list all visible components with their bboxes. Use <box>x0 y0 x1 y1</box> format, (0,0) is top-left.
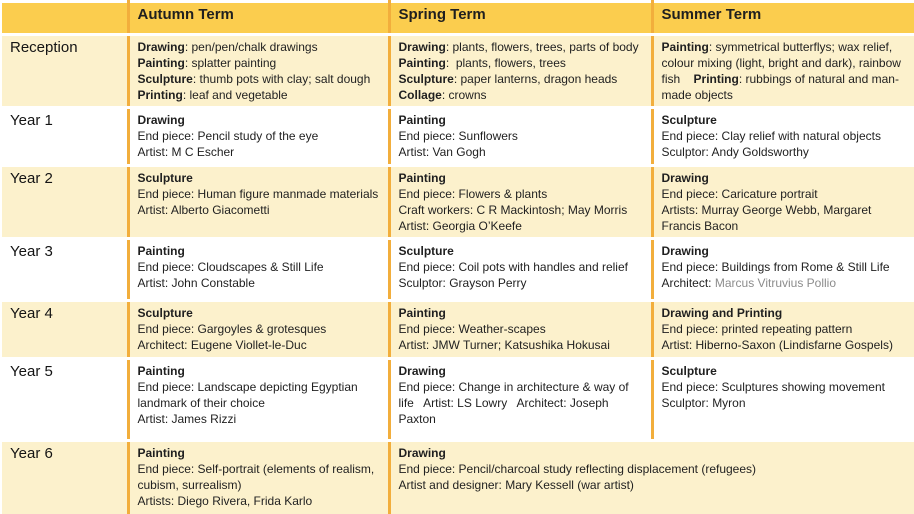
column-header-blank <box>1 2 128 35</box>
cell-line <box>399 363 643 379</box>
text-span: End piece: Gargoyles & grotesques <box>137 322 327 336</box>
cell-line <box>138 445 380 461</box>
text-span: End piece: Pencil study of the eye <box>137 129 319 143</box>
cell-line <box>138 411 380 427</box>
cell-line <box>399 321 643 337</box>
cell-line <box>138 461 380 493</box>
cell-line <box>138 87 380 103</box>
text-span: Drawing <box>398 446 446 460</box>
cell-line <box>138 202 380 218</box>
column-header-summer-term: Summer Term <box>652 2 914 35</box>
text-span: Sculptor: Myron <box>661 396 746 410</box>
table-cell <box>128 166 389 239</box>
cell-line <box>138 321 380 337</box>
text-span: : plants, flowers, trees, parts of body <box>445 40 639 54</box>
cell-line <box>399 477 906 493</box>
cell-line <box>138 379 380 411</box>
row-label: Year 5 <box>1 359 128 441</box>
text-span: Sculpture <box>661 113 717 127</box>
table-row-year-2 <box>1 166 914 239</box>
table-cell <box>389 359 652 441</box>
cell-line <box>138 71 380 87</box>
table-cell <box>389 301 652 359</box>
text-span: End piece: Self-portrait (elements of realism, cubism, surrealism) <box>137 462 378 492</box>
table-row-year-4 <box>1 301 914 359</box>
cell-line <box>662 275 906 291</box>
cell-line <box>662 395 906 411</box>
table-cell <box>652 301 914 359</box>
text-span: End piece: Sculptures showing movement <box>661 380 885 394</box>
text-span: Printing <box>137 88 183 102</box>
cell-line <box>399 379 643 427</box>
text-span: Architect: Eugene Viollet-le-Duc <box>137 338 307 352</box>
cell-line <box>138 493 380 509</box>
cell-line <box>662 39 906 103</box>
text-span: Drawing <box>398 364 446 378</box>
cell-line <box>138 305 380 321</box>
text-span: : rubbings of natural and man-made objects <box>661 72 899 102</box>
text-span: Drawing <box>137 40 185 54</box>
row-label: Year 1 <box>1 108 128 166</box>
table-cell <box>652 108 914 166</box>
text-span: End piece: Coil pots with handles and relief <box>398 260 628 274</box>
cell-line <box>662 305 906 321</box>
text-span: Artists: Diego Rivera, Frida Karlo <box>137 494 313 508</box>
cell-line <box>138 170 380 186</box>
cell-line <box>399 202 643 218</box>
text-span: End piece: Sunflowers <box>398 129 518 143</box>
cell-line <box>399 305 643 321</box>
table-row-year-1 <box>1 108 914 166</box>
cell-line <box>399 259 643 275</box>
text-span: Sculptor: Grayson Perry <box>398 276 527 290</box>
cell-line <box>399 445 906 461</box>
table-cell <box>652 239 914 301</box>
text-span: : symmetrical butterflys; wax relief, colour mixing (light, bright and dark), rainbow fish <box>661 40 905 86</box>
table-cell <box>128 239 389 301</box>
cell-line <box>138 243 380 259</box>
text-span: End piece: Clay relief with natural objects <box>661 129 881 143</box>
table-cell <box>128 35 389 108</box>
text-span: Sculpture <box>137 171 193 185</box>
text-span: Painting <box>398 171 446 185</box>
table-cell <box>389 35 652 108</box>
cell-line <box>399 112 643 128</box>
cell-line <box>662 202 906 234</box>
cell-line <box>138 55 380 71</box>
text-span: Artist: John Constable <box>137 276 255 290</box>
text-span: Drawing <box>137 113 185 127</box>
cell-line <box>399 218 643 234</box>
text-span: Artist: Hiberno-Saxon (Lindisfarne Gospels) <box>661 338 893 352</box>
table-cell <box>389 108 652 166</box>
text-span: End piece: Cloudscapes & Still Life <box>137 260 324 274</box>
text-span: End piece: Caricature portrait <box>661 187 818 201</box>
cell-line <box>399 243 643 259</box>
text-span: Drawing <box>398 40 446 54</box>
text-span: End piece: Landscape depicting Egyptian landmark of their choice <box>137 380 362 410</box>
column-header-autumn-term: Autumn Term <box>128 2 389 35</box>
cell-line <box>399 39 643 55</box>
row-label: Year 3 <box>1 239 128 301</box>
cell-line <box>138 275 380 291</box>
cell-line <box>138 337 380 353</box>
cell-line <box>138 112 380 128</box>
cell-line <box>662 128 906 144</box>
text-span: Artists: Murray George Webb, Margaret Francis Bacon <box>661 203 875 233</box>
text-span: : plants, flowers, trees <box>445 56 566 70</box>
text-span: Painting <box>398 56 446 70</box>
table-row-year-5 <box>1 359 914 441</box>
text-span: Artist: Alberto Giacometti <box>137 203 270 217</box>
table-cell <box>389 166 652 239</box>
cell-line <box>138 128 380 144</box>
text-span: End piece: printed repeating pattern <box>661 322 853 336</box>
text-span: : thumb pots with clay; salt dough <box>192 72 371 86</box>
table-cell <box>128 108 389 166</box>
cell-line <box>399 337 643 353</box>
cell-line <box>399 186 643 202</box>
text-span: : leaf and vegetable <box>182 88 288 102</box>
row-label: Reception <box>1 35 128 108</box>
text-span: Architect: <box>661 276 715 290</box>
text-span: Painting <box>137 244 185 258</box>
table-row-year-6 <box>1 441 914 514</box>
text-span: Painting <box>661 40 709 54</box>
text-span: Sculpture <box>137 72 193 86</box>
cell-line <box>399 55 643 71</box>
cell-line <box>662 144 906 160</box>
cell-line <box>662 321 906 337</box>
table-cell <box>389 239 652 301</box>
table-cell <box>652 35 914 108</box>
cell-line <box>662 363 906 379</box>
cell-line <box>399 87 643 103</box>
text-span: End piece: Buildings from Rome & Still Life <box>661 260 890 274</box>
text-span: Printing <box>693 72 739 86</box>
cell-line <box>662 170 906 186</box>
text-span: Sculpture <box>398 244 454 258</box>
cell-line <box>399 170 643 186</box>
cell-line <box>399 275 643 291</box>
row-label: Year 6 <box>1 441 128 514</box>
header-row <box>1 2 914 35</box>
text-span: Painting <box>137 446 185 460</box>
text-span: : splatter painting <box>184 56 277 70</box>
text-span: Craft workers: C R Mackintosh; May Morris <box>398 203 628 217</box>
text-span: Sculptor: Andy Goldsworthy <box>661 145 809 159</box>
text-span: Marcus Vitruvius Pollio <box>714 276 837 290</box>
text-span: Artist: James Rizzi <box>137 412 237 426</box>
cell-line <box>138 39 380 55</box>
text-span: Artist: Georgia O’Keefe <box>398 219 522 233</box>
text-span: Painting <box>398 113 446 127</box>
cell-line <box>138 144 380 160</box>
table-row-reception <box>1 35 914 108</box>
text-span: Painting <box>398 306 446 320</box>
row-label: Year 4 <box>1 301 128 359</box>
text-span: Artist: Van Gogh <box>398 145 486 159</box>
text-span: Collage <box>398 88 442 102</box>
cell-line <box>662 186 906 202</box>
cell-line <box>399 144 643 160</box>
cell-line <box>662 243 906 259</box>
table-cell <box>128 441 389 514</box>
row-label: Year 2 <box>1 166 128 239</box>
cell-line <box>399 128 643 144</box>
text-span: End piece: Change in architecture & way of life Artist: LS Lowry Architect: Joseph Paxton <box>398 380 632 426</box>
text-span: Sculpture <box>661 364 717 378</box>
text-span: End piece: Flowers & plants <box>398 187 548 201</box>
cell-line <box>662 379 906 395</box>
column-header-spring-term: Spring Term <box>389 2 652 35</box>
text-span: Sculpture <box>398 72 454 86</box>
text-span: Painting <box>137 364 185 378</box>
text-span: Artist: JMW Turner; Katsushika Hokusai <box>398 338 610 352</box>
text-span: : paper lanterns, dragon heads <box>453 72 618 86</box>
text-span: Drawing <box>661 244 709 258</box>
table-cell <box>128 359 389 441</box>
cell-line <box>138 363 380 379</box>
text-span: End piece: Pencil/charcoal study reflecting displacement (refugees) <box>398 462 757 476</box>
text-span: End piece: Human figure manmade materials <box>137 187 379 201</box>
cell-line <box>399 461 906 477</box>
text-span: : crowns <box>441 88 487 102</box>
table-cell <box>389 441 914 514</box>
cell-line <box>662 337 906 353</box>
table-row-year-3 <box>1 239 914 301</box>
cell-line <box>138 259 380 275</box>
text-span: Drawing <box>661 171 709 185</box>
table-cell <box>652 166 914 239</box>
text-span: Painting <box>137 56 185 70</box>
cell-line <box>662 112 906 128</box>
text-span: Artist and designer: Mary Kessell (war artist) <box>398 478 634 492</box>
text-span: Drawing and Printing <box>661 306 783 320</box>
text-span: Sculpture <box>137 306 193 320</box>
cell-line <box>138 186 380 202</box>
text-span: Artist: M C Escher <box>137 145 235 159</box>
table-cell <box>128 301 389 359</box>
table-cell <box>652 359 914 441</box>
text-span: End piece: Weather-scapes <box>398 322 546 336</box>
cell-line <box>399 71 643 87</box>
text-span: : pen/pen/chalk drawings <box>184 40 318 54</box>
cell-line <box>662 259 906 275</box>
